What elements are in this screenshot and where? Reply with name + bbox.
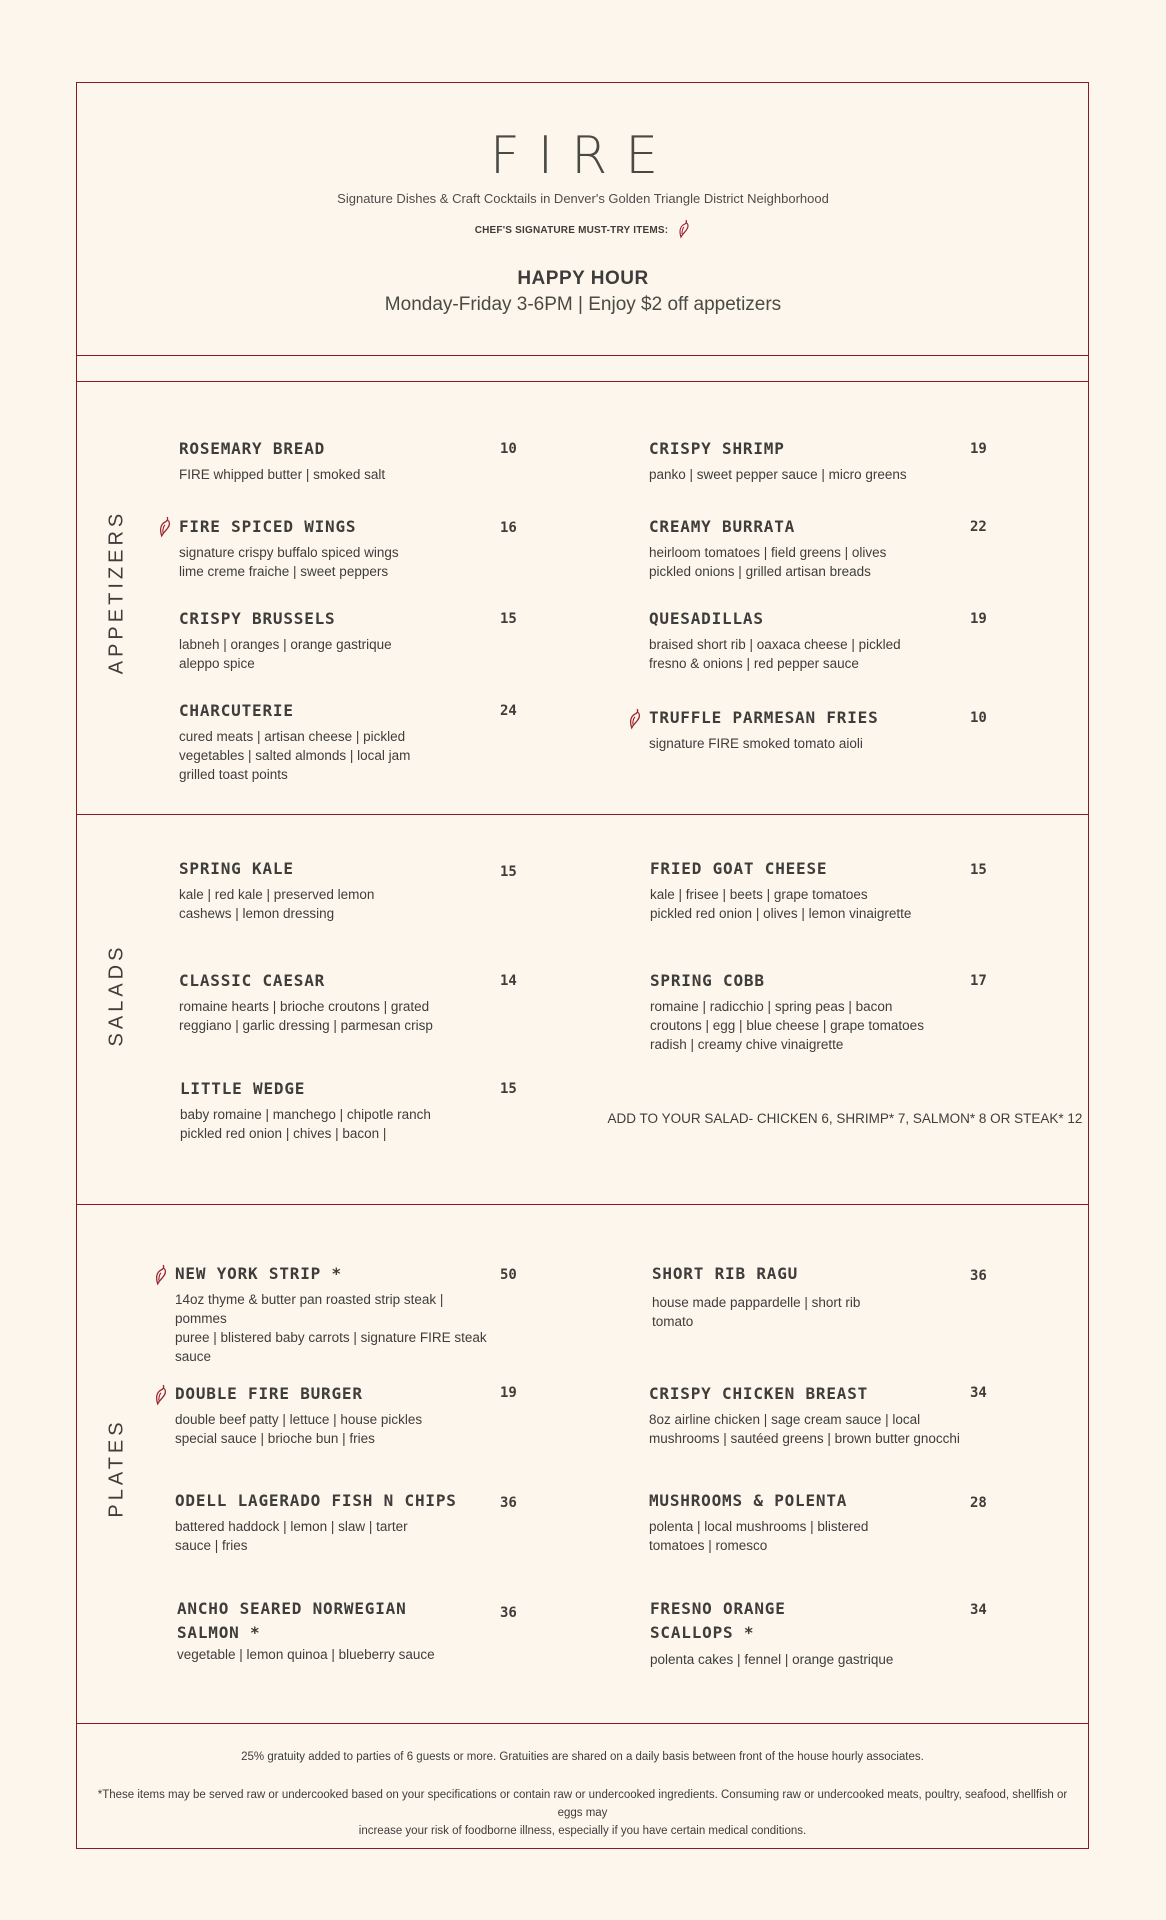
item-desc: panko | sweet pepper sauce | micro greens	[649, 467, 907, 482]
item-name: CHARCUTERIE	[179, 701, 294, 720]
item-price: 19	[500, 1385, 517, 1401]
menu-item	[179, 607, 479, 673]
menu-item	[175, 1382, 475, 1448]
item-name: MUSHROOMS & POLENTA	[649, 1491, 848, 1510]
item-name-line-2: SALMON *	[177, 1623, 261, 1642]
item-name: TRUFFLE PARMESAN FRIES	[649, 708, 879, 727]
menu-item	[179, 857, 479, 923]
item-desc: romaine hearts | brioche croutons | grated reggiano | garlic dressing | parmesan crisp	[179, 999, 433, 1033]
menu-item	[649, 1382, 969, 1448]
chili-pepper-icon	[677, 219, 691, 242]
item-price: 34	[970, 1602, 987, 1618]
item-price: 36	[500, 1605, 517, 1621]
item-name: CREAMY BURRATA	[649, 517, 796, 536]
chili-pepper-icon	[157, 516, 173, 538]
item-desc: labneh | oranges | orange gastrique aleppo spice	[179, 637, 392, 671]
item-price: 24	[500, 703, 517, 719]
menu-item	[179, 969, 479, 1035]
item-desc: baby romaine | manchego | chipotle ranch pickled red onion | chives | bacon |	[180, 1107, 431, 1141]
menu-item	[649, 706, 969, 753]
item-price: 17	[970, 973, 987, 989]
item-price: 50	[500, 1267, 517, 1283]
chili-pepper-icon	[627, 708, 643, 730]
divider	[76, 1723, 1089, 1724]
item-desc: double beef patty | lettuce | house pickles special sauce | brioche bun | fries	[175, 1412, 423, 1446]
item-price: 15	[500, 611, 517, 627]
menu-item	[177, 1597, 497, 1664]
section-label-plates: PLATES	[105, 1418, 128, 1518]
item-name: FRIED GOAT CHEESE	[650, 859, 828, 878]
item-price: 15	[500, 1081, 517, 1097]
item-price: 28	[970, 1495, 987, 1511]
menu-item	[649, 515, 949, 581]
item-price: 10	[500, 441, 517, 457]
menu-item	[649, 607, 949, 673]
menu-item	[650, 1597, 950, 1669]
item-price: 16	[500, 520, 517, 536]
fire-logo: FIRE	[489, 126, 677, 186]
salad-add-on-note: ADD TO YOUR SALAD- CHICKEN 6, SHRIMP* 7, SALMON* 8 OR STEAK* 12	[607, 1111, 1083, 1126]
divider	[76, 355, 1089, 356]
item-name: ROSEMARY BREAD	[179, 439, 326, 458]
menu-item	[650, 857, 970, 923]
item-name: NEW YORK STRIP *	[175, 1264, 342, 1283]
item-desc: FIRE whipped butter | smoked salt	[179, 467, 386, 482]
menu-item	[175, 1489, 495, 1555]
item-name: FIRE SPICED WINGS	[179, 517, 357, 536]
menu-item	[180, 1077, 480, 1143]
menu-item	[179, 699, 479, 784]
item-price: 19	[970, 441, 987, 457]
menu-item	[650, 969, 970, 1054]
item-name: QUESADILLAS	[649, 609, 764, 628]
menu-item	[649, 437, 949, 484]
item-name: CRISPY CHICKEN BREAST	[649, 1384, 869, 1403]
happy-hour-title: HAPPY HOUR	[517, 268, 649, 289]
item-price: 22	[970, 519, 987, 535]
divider	[76, 381, 1089, 382]
item-price: 19	[970, 611, 987, 627]
item-name: CLASSIC CAESAR	[179, 971, 326, 990]
item-price: 15	[500, 864, 517, 880]
item-name: SPRING KALE	[179, 859, 294, 878]
item-name: LITTLE WEDGE	[180, 1079, 306, 1098]
chili-pepper-icon	[153, 1264, 169, 1286]
item-price: 36	[500, 1495, 517, 1511]
item-name: ANCHO SEARED NORWEGIAN	[177, 1599, 407, 1618]
disclaimer-line: *These items may be served raw or undercooked based on your specifications or contain raw or undercooked ingredients. Consuming raw or undercooked meats, poultry, seafood, shellfish or eggs may	[97, 1789, 1068, 1819]
item-desc: vegetable | lemon quinoa | blueberry sauce	[177, 1647, 435, 1662]
divider	[76, 814, 1089, 815]
signature-note	[0, 219, 1166, 242]
item-desc: romaine | radicchio | spring peas | bacon croutons | egg | blue cheese | grape tomatoes radish | creamy chive vinaigrette	[650, 999, 924, 1052]
signature-note-label: CHEF'S SIGNATURE MUST-TRY ITEMS:	[474, 225, 669, 237]
item-name: SPRING COBB	[650, 971, 765, 990]
chili-pepper-icon	[153, 1384, 169, 1406]
tagline: Signature Dishes & Craft Cocktails in Denver's Golden Triangle District Neighborhood	[337, 191, 829, 206]
item-price: 10	[970, 710, 987, 726]
divider	[76, 1204, 1089, 1205]
section-label-appetizers: APPETIZERS	[105, 509, 128, 675]
item-desc: cured meats | artisan cheese | pickled vegetables | salted almonds | local jam grilled toast points	[179, 729, 411, 782]
gratuity-note: 25% gratuity added to parties of 6 guests or more. Gratuities are shared on a daily basis between front of the house hourly associates.	[241, 1751, 924, 1763]
item-desc: kale | red kale | preserved lemon cashews | lemon dressing	[179, 887, 375, 921]
item-desc: signature crispy buffalo spiced wings lime creme fraiche | sweet peppers	[179, 545, 399, 579]
item-price: 14	[500, 973, 517, 989]
item-name: CRISPY SHRIMP	[649, 439, 785, 458]
menu-frame	[76, 82, 1089, 1849]
item-name: SHORT RIB RAGU	[652, 1264, 799, 1283]
item-name: DOUBLE FIRE BURGER	[175, 1384, 363, 1403]
item-desc: signature FIRE smoked tomato aioli	[649, 736, 863, 751]
section-label-salads: SALADS	[105, 943, 128, 1047]
item-desc: 14oz thyme & butter pan roasted strip steak | pommes puree | blistered baby carrots | signature FIRE steak sauce	[175, 1292, 487, 1364]
item-desc: house made pappardelle | short rib tomato	[652, 1295, 861, 1329]
menu-item	[179, 437, 479, 484]
item-desc: braised short rib | oaxaca cheese | pickled fresno & onions | red pepper sauce	[649, 637, 901, 671]
item-desc: battered haddock | lemon | slaw | tarter sauce | fries	[175, 1519, 408, 1553]
item-price: 36	[970, 1268, 987, 1284]
menu-item	[652, 1262, 952, 1331]
menu-item	[175, 1262, 495, 1366]
item-desc: heirloom tomatoes | field greens | olives pickled onions | grilled artisan breads	[649, 545, 887, 579]
item-desc: polenta cakes | fennel | orange gastrique	[650, 1652, 894, 1667]
item-name-line-2: SCALLOPS *	[650, 1623, 755, 1642]
disclaimer-line: increase your risk of foodborne illness, especially if you have certain medical conditions.	[358, 1825, 807, 1837]
raw-food-disclaimer	[96, 1786, 1069, 1840]
item-name: CRISPY BRUSSELS	[179, 609, 336, 628]
menu-item	[179, 515, 479, 581]
item-name: FRESNO ORANGE	[650, 1599, 786, 1618]
item-desc: polenta | local mushrooms | blistered tomatoes | romesco	[649, 1519, 869, 1553]
item-desc: 8oz airline chicken | sage cream sauce | local mushrooms | sautéed greens | brown butter gnocchi	[649, 1412, 960, 1446]
happy-hour-details: Monday-Friday 3-6PM | Enjoy $2 off appetizers	[384, 294, 782, 315]
item-price: 34	[970, 1385, 987, 1401]
menu-item	[649, 1489, 949, 1555]
item-desc: kale | frisee | beets | grape tomatoes pickled red onion | olives | lemon vinaigrette	[650, 887, 912, 921]
item-price: 15	[970, 862, 987, 878]
item-name: ODELL LAGERADO FISH N CHIPS	[175, 1491, 457, 1510]
